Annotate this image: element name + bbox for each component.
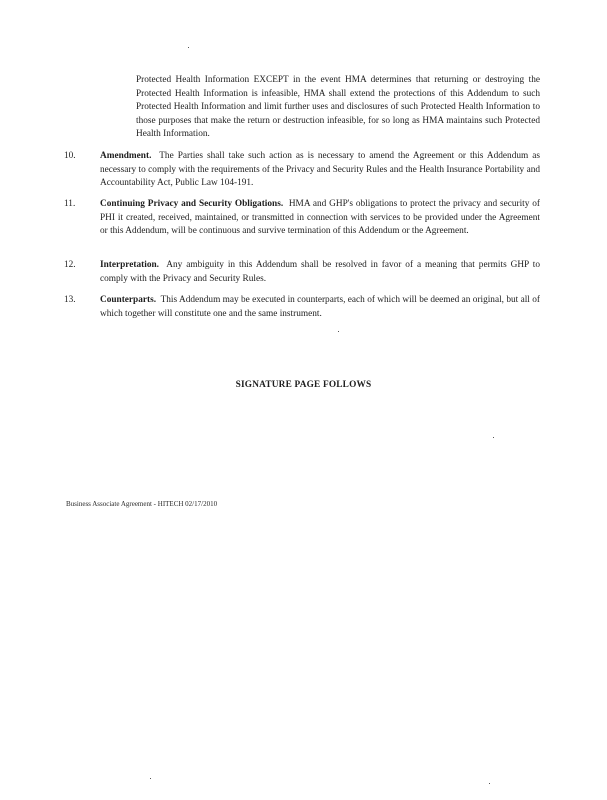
- scan-speck: [338, 331, 339, 332]
- scan-speck: [489, 783, 490, 784]
- continuation-paragraph: Protected Health Information EXCEPT in the event HMA determines that returning or destroying the Protected Health Information is infeasible, HMA shall extend the protections of this Addendum to such Protected Health Information and limit further uses and disclosures of such Protected Health Information to those purposes that make the return or destruction infeasible, for so long as HMA maintains such Protected Health Information.: [136, 75, 540, 140]
- section-body: [100, 294, 540, 321]
- scan-speck: [150, 778, 151, 779]
- scan-speck: [188, 47, 189, 48]
- scan-speck: [493, 437, 494, 438]
- section-heading: Counterparts.: [100, 295, 157, 305]
- section-number: 11.: [64, 199, 76, 209]
- page-footer: Business Associate Agreement - HITECH 02/17/2010: [66, 500, 218, 508]
- section-number: 13.: [64, 295, 76, 305]
- section-text: Any ambiguity in this Addendum shall be resolved in favor of a meaning that permits GHP to comply with the Privacy and Security Rules.: [100, 260, 541, 284]
- section-body: [100, 198, 540, 239]
- section-body: [100, 259, 540, 286]
- section-text: The Parties shall take such action as is necessary to amend the Agreement or this Addendum as necessary to comply with the requirements of the Privacy and Security Rules and the Health Insurance Portability and Accountability Act, Public Law 104-191.: [100, 151, 540, 189]
- section-heading: Interpretation.: [100, 260, 159, 270]
- section-body: [100, 150, 540, 191]
- section-heading: Amendment.: [100, 151, 152, 161]
- section-number: 10.: [64, 151, 76, 161]
- section-number: 12.: [64, 260, 76, 270]
- section-text: HMA and GHP's obligations to protect the privacy and security of PHI it created, received, maintained, or transmitted in connection with services to be provided under the Agreement or this Addendum, will be continuous and survive termination of this Addendum or the Agreement.: [100, 199, 540, 237]
- section-text: This Addendum may be executed in counterparts, each of which will be deemed an original, but all of which together will constitute one and the same instrument.: [100, 295, 540, 319]
- section-heading: Continuing Privacy and Security Obligations.: [100, 199, 284, 209]
- signature-notice: SIGNATURE PAGE FOLLOWS: [235, 380, 372, 390]
